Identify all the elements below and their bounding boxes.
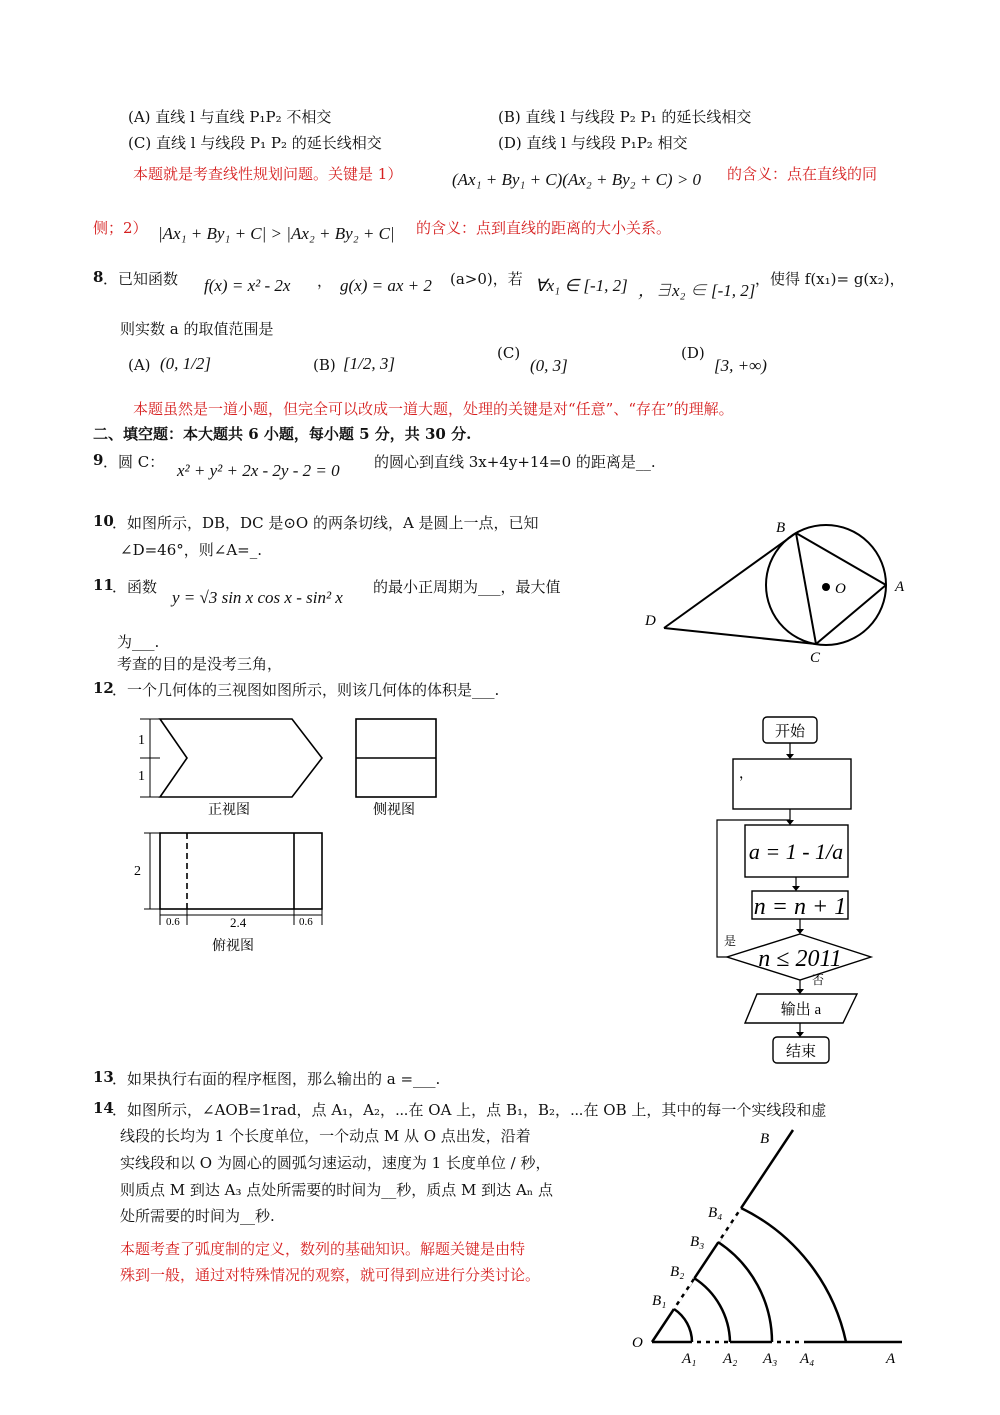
q11-post: 的最小正周期为___，最大值 (373, 578, 561, 596)
q13-number: 13 (93, 1068, 114, 1086)
q10-line2: ∠D=46°，则∠A=_. (120, 541, 262, 559)
q8-g: g(x) = ax + 2 (340, 276, 432, 295)
arc-4 (741, 1208, 846, 1342)
side-view-label: 侧视图 (373, 803, 415, 818)
q8-line2: 则实数 a 的取值范围是 (120, 320, 274, 338)
arcs-figure (620, 1125, 920, 1370)
dim-label-06b: 0.6 (299, 916, 313, 928)
label-a: A (886, 1351, 896, 1367)
front-view-label: 正视图 (208, 803, 250, 818)
q7-note-pre: 本题就是考查线性规划问题。关键是 1） (133, 165, 403, 183)
top-view-rect (160, 833, 322, 909)
label-a3: A₃ (763, 1351, 778, 1367)
chord-ca (816, 585, 886, 644)
flow-end-label: 结束 (785, 1044, 817, 1060)
q8-f: f(x) = x² - 2x (204, 276, 291, 295)
q8-exists: ，∃x₂ ∈ [-1, 2] (638, 281, 756, 300)
q11-note: 考查的目的是没考三角， (117, 655, 283, 673)
flow-output-label: 输出 a (780, 1002, 822, 1018)
flow-arrowhead (796, 1032, 804, 1037)
q7-note-formula2: |Ax₁ + By₁ + C| > |Ax₂ + By₂ + C| (158, 224, 395, 243)
label-c: C (810, 650, 821, 666)
flow-arrowhead (786, 820, 794, 825)
dim-label-2: 2 (134, 864, 141, 879)
label-b4: B₄ (708, 1205, 723, 1221)
q8-opt-b-val: [1/2, 3] (343, 354, 395, 373)
arc-3 (718, 1242, 772, 1342)
q9-pre: ．圆 C： (103, 453, 165, 471)
q9-eq: x² + y² + 2x - 2y - 2 = 0 (177, 461, 340, 480)
q11-pre: ．函数 (112, 578, 158, 596)
q8-number: 8 (93, 268, 104, 286)
q8-forall: ∀x₁ ∈ [-1, 2] (535, 276, 628, 295)
q7-note-pre2: 侧；2） (93, 219, 148, 237)
q8-comma: ， (317, 272, 333, 290)
flow-arrowhead (796, 989, 804, 994)
q12-text: ．一个几何体的三视图如图所示，则该几何体的体积是___. (112, 681, 500, 699)
q8-cond: (a>0)，若 (450, 270, 523, 288)
tangent-db (664, 533, 796, 628)
q7-note-formula1: (Ax₁ + By₁ + C)(Ax₂ + By₂ + C) > 0 (452, 170, 702, 189)
label-a4: A₄ (800, 1351, 815, 1367)
q8-opt-b-label: (B) (313, 356, 336, 374)
q7-option-c: (C) 直线 l 与线段 P₁ P₂ 的延长线相交 (128, 134, 382, 152)
dim-label-1a: 1 (138, 733, 145, 748)
label-o: O (632, 1335, 643, 1351)
q10-line1: ．如图所示，DB，DC 是⊙O 的两条切线，A 是圆上一点，已知 (112, 514, 539, 532)
q14-number: 14 (93, 1099, 114, 1117)
q14-note1: 本题考查了弧度制的定义，数列的基础知识。解题关键是由特 (120, 1240, 526, 1258)
label-d: D (645, 613, 656, 629)
label-a1: A₁ (682, 1351, 697, 1367)
q11-number: 11 (93, 576, 114, 594)
q8-opt-c-val: (0, 3] (530, 356, 568, 375)
flowchart-figure (705, 712, 905, 1067)
dim-label-1b: 1 (138, 769, 145, 784)
q14-line3: 实线段和以 O 为圆心的圆弧匀速运动，速度为 1 长度单位 / 秒， (120, 1154, 551, 1172)
q8-text2: ，使得 f(x₁)= g(x₂)， (755, 270, 905, 288)
top-view-label: 俯视图 (212, 939, 254, 954)
q14-line1: ．如图所示，∠AOB=1rad，点 A₁，A₂，⋯在 OA 上，点 B₁，B₂，⋯在 OB 上，其中的每一个实线段和虚 (112, 1101, 827, 1119)
tangent-circle-figure (630, 510, 920, 670)
q9-post: 的圆心到直线 3x+4y+14=0 的距离是__. (374, 453, 656, 471)
chord-ba (796, 533, 886, 585)
q8-opt-a-label: (A) (128, 356, 151, 374)
label-a2: A₂ (723, 1351, 738, 1367)
label-b: B (776, 520, 786, 536)
flow-incr-label: n = n + 1 (753, 894, 847, 920)
q11-eq: y = √3 sin x cos x - sin² x (172, 588, 343, 607)
front-view-shape (160, 719, 322, 797)
flow-arrowhead (786, 754, 794, 759)
q8-opt-d-val: [3, +∞) (714, 356, 767, 375)
section-2-heading: 二、填空题：本大题共 6 小题，每小题 5 分，共 30 分. (93, 425, 472, 443)
label-b3: B₃ (690, 1234, 705, 1250)
q8-opt-c-label: (C) (497, 344, 521, 362)
q14-note2: 殊到一般，通过对特殊情况的观察，就可得到应进行分类讨论。 (120, 1266, 541, 1284)
label-b1: B₁ (652, 1293, 667, 1309)
q12-number: 12 (93, 679, 114, 697)
label-b: B (760, 1131, 770, 1147)
q14-line4: 则质点 M 到达 A₃ 点处所需要的时间为__秒，质点 M 到达 Aₙ 点 (120, 1181, 554, 1199)
flow-start-label: 开始 (774, 724, 806, 740)
q7-note-post: 的含义：点到直线的距离的大小关系。 (416, 219, 672, 237)
three-views-figure (130, 710, 450, 960)
q8-note: 本题虽然是一道小题，但完全可以改成一道大题，处理的关键是对“任意”、“存在”的理解。 (133, 400, 734, 418)
flow-condition-label: n ≤ 2011 (758, 946, 842, 972)
q9-number: 9 (93, 451, 104, 469)
q7-option-b: (B) 直线 l 与线段 P₂ P₁ 的延长线相交 (498, 108, 752, 126)
label-b2: B₂ (670, 1264, 685, 1280)
dim-label-06a: 0.6 (166, 916, 180, 928)
q7-note-mid: 的含义：点在直线的同 (727, 165, 878, 183)
chord-bc (796, 533, 816, 644)
flow-yes-label: 是 (724, 934, 737, 948)
q13-text: ．如果执行右面的程序框图，那么输出的 a =___. (112, 1070, 441, 1088)
dim-label-24: 2.4 (230, 915, 247, 930)
arc-2 (694, 1278, 730, 1342)
q11-line2: 为___. (117, 633, 160, 651)
arc-1 (674, 1309, 692, 1342)
q14-line2: 线段的长均为 1 个长度单位，一个动点 M 从 O 点出发，沿着 (120, 1127, 531, 1145)
q7-option-a: (A) 直线 l 与直线 P₁P₂ 不相交 (128, 108, 332, 126)
label-o: O (835, 581, 846, 597)
flow-arrowhead (796, 929, 804, 934)
flow-arrowhead (792, 886, 800, 891)
q14-line5: 处所需要的时间为__秒. (120, 1207, 275, 1225)
q8-opt-a-val: (0, 1/2] (160, 354, 211, 373)
q7-option-d: (D) 直线 l 与线段 P₁P₂ 相交 (498, 134, 688, 152)
q10-number: 10 (93, 512, 114, 530)
flow-no-label: 否 (812, 973, 825, 987)
q8-text1: ．已知函数 (103, 270, 179, 288)
flow-assign-label: a = 1 - 1/a (748, 839, 844, 864)
center-dot (822, 583, 830, 591)
q8-opt-d-label: (D) (681, 344, 705, 362)
flow-init-label: ， (739, 767, 753, 782)
label-a: A (895, 579, 905, 595)
